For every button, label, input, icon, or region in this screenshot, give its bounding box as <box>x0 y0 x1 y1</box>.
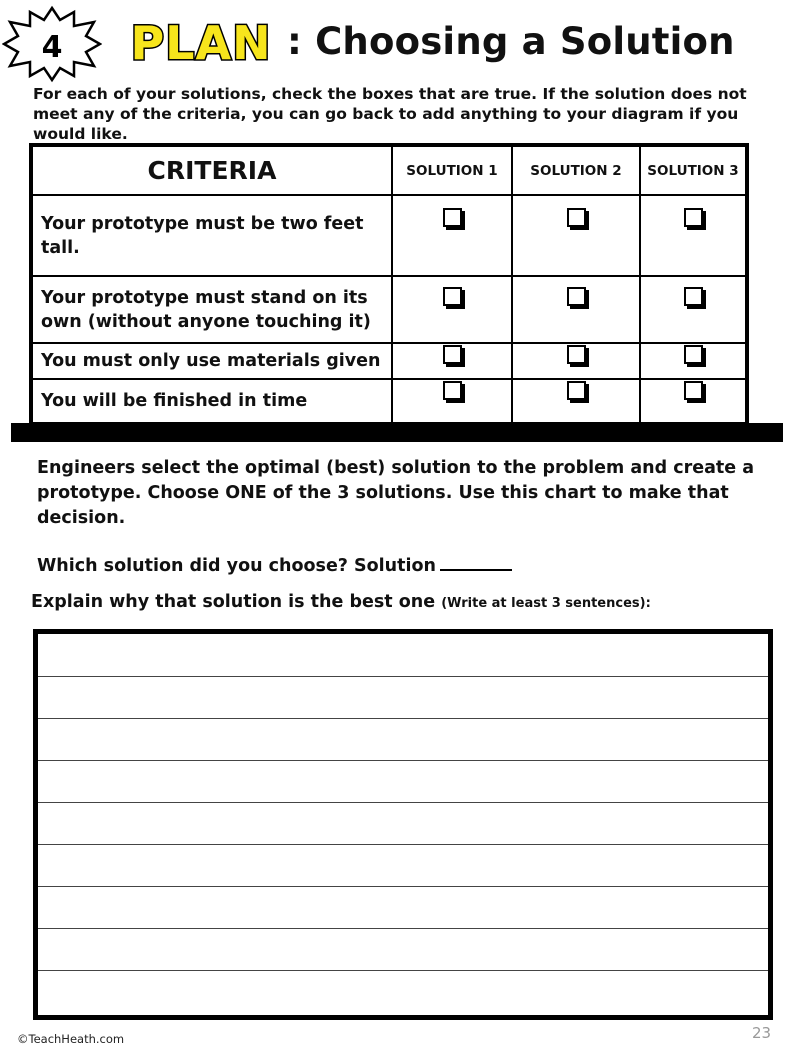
checkbox-cell <box>640 195 747 276</box>
writing-line <box>38 718 768 719</box>
explain-prompt-line <box>31 592 651 612</box>
checkbox-cell <box>512 195 640 276</box>
copyright: ©TeachHeath.com <box>17 1032 125 1046</box>
step-number: 4 <box>41 30 63 65</box>
writing-line <box>38 802 768 803</box>
writing-line <box>38 676 768 677</box>
solution-3-header: SOLUTION 3 <box>640 145 747 195</box>
criteria-header: CRITERIA <box>31 145 392 195</box>
criterion-text: You will be finished in time <box>31 379 392 424</box>
solution-blank-field[interactable] <box>440 551 512 571</box>
table-row <box>31 195 747 276</box>
page-number: 23 <box>752 1024 772 1042</box>
checkbox-cell <box>392 195 512 276</box>
checkbox-cell <box>392 379 512 424</box>
checkbox[interactable] <box>443 345 462 364</box>
checkbox[interactable] <box>567 345 586 364</box>
checkbox[interactable] <box>443 287 462 306</box>
table-row <box>31 343 747 379</box>
solution-choice <box>37 551 512 576</box>
explain-prompt: Explain why that solution is the best one <box>31 592 436 612</box>
criterion-text: Your prototype must be two feet tall. <box>31 195 392 276</box>
checkbox[interactable] <box>443 208 462 227</box>
checkbox-cell <box>640 343 747 379</box>
writing-line <box>38 928 768 929</box>
explain-note: (Write at least 3 sentences): <box>441 596 651 611</box>
step-badge <box>2 4 102 84</box>
checkbox-cell <box>512 343 640 379</box>
writing-area[interactable] <box>33 629 773 1020</box>
plan-word-text: PLAN <box>130 16 272 67</box>
checkbox-cell <box>512 276 640 343</box>
writing-line <box>38 760 768 761</box>
selection-paragraph: Engineers select the optimal (best) solution to the problem and create a prototype. Choose ONE of the 3 solutions. Use this chart to make that decision. <box>37 458 755 528</box>
plan-word-art <box>127 15 275 67</box>
checkbox[interactable] <box>684 287 703 306</box>
checkbox[interactable] <box>684 208 703 227</box>
table-header-row <box>31 145 747 195</box>
table-row <box>31 276 747 343</box>
checkbox[interactable] <box>567 208 586 227</box>
checkbox-cell <box>392 343 512 379</box>
table-row <box>31 379 747 424</box>
criterion-text: Your prototype must stand on its own (without anyone touching it) <box>31 276 392 343</box>
criteria-table <box>29 143 749 426</box>
section-divider <box>11 423 783 442</box>
checkbox[interactable] <box>567 381 586 400</box>
writing-line <box>38 844 768 845</box>
checkbox[interactable] <box>684 381 703 400</box>
checkbox[interactable] <box>567 287 586 306</box>
instructions: For each of your solutions, check the boxes that are true. If the solution does not meet any of the criteria, you can go back to add anything to your diagram if you would like. <box>33 85 747 143</box>
checkbox-cell <box>640 379 747 424</box>
solution-question: Which solution did you choose? Solution <box>37 556 436 576</box>
criterion-text: You must only use materials given <box>31 343 392 379</box>
writing-line <box>38 886 768 887</box>
checkbox-cell <box>512 379 640 424</box>
solution-1-header: SOLUTION 1 <box>392 145 512 195</box>
writing-line <box>38 970 768 971</box>
checkbox-cell <box>640 276 747 343</box>
page-title: : Choosing a Solution <box>287 20 735 63</box>
checkbox[interactable] <box>443 381 462 400</box>
checkbox-cell <box>392 276 512 343</box>
checkbox[interactable] <box>684 345 703 364</box>
solution-2-header: SOLUTION 2 <box>512 145 640 195</box>
